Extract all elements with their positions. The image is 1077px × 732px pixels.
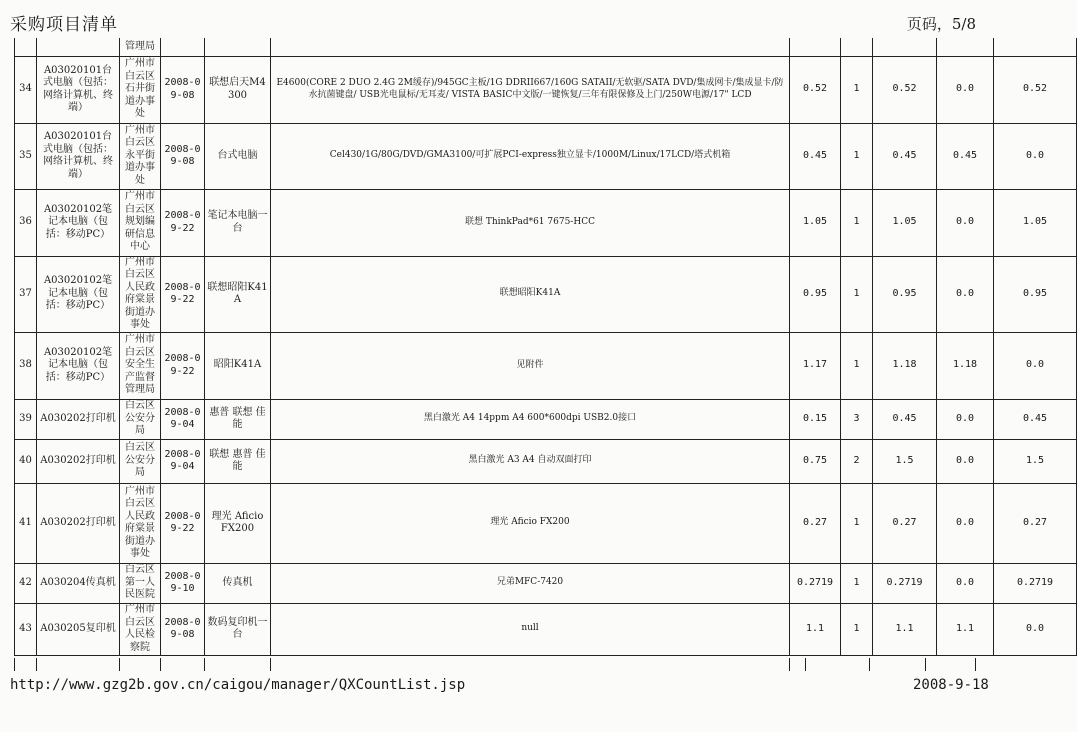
table-row [15, 256, 1077, 332]
row-number-cell: 35 [15, 123, 37, 189]
column-11-cell: 0.0 [994, 332, 1077, 399]
purchasing-unit-cell: 广州市白云区人民政府棠景街道办事处 [120, 483, 161, 563]
quantity-cell: 2 [841, 439, 873, 483]
product-name-cell: 笔记本电脑一台 [205, 189, 271, 256]
column-11-cell: 1.5 [994, 439, 1077, 483]
product-name-cell: 联想昭阳K41A [205, 256, 271, 332]
specification-cell: 黑白激光 A4 14ppm A4 600*600dpi USB2.0接口 [271, 399, 790, 439]
item-category-cell: A03020101台式电脑（包括：网络计算机、终端） [37, 56, 120, 123]
quantity-cell: 1 [841, 603, 873, 655]
date-cell: 2008-09-08 [161, 603, 205, 655]
quantity-cell: 1 [841, 189, 873, 256]
column-10-cell: 0.0 [937, 399, 994, 439]
footer-date: 2008-9-18 [913, 677, 989, 693]
column-11-cell: 0.27 [994, 483, 1077, 563]
unit-price-cell: 1.05 [790, 189, 841, 256]
total-cell: 1.5 [873, 439, 937, 483]
column-10-cell: 0.0 [937, 189, 994, 256]
column-11-cell: 1.05 [994, 189, 1077, 256]
product-name-cell: 台式电脑 [205, 123, 271, 189]
purchasing-unit-cell: 白云区公安分局 [120, 399, 161, 439]
unit-price-cell: 0.95 [790, 256, 841, 332]
row-number-cell: 39 [15, 399, 37, 439]
product-name-cell: 数码复印机一台 [205, 603, 271, 655]
purchasing-unit-cell: 广州市白云区人民检察院 [120, 603, 161, 655]
item-category-cell: A030202打印机 [37, 439, 120, 483]
specification-cell: 联想昭阳K41A [271, 256, 790, 332]
column-11-cell: 0.2719 [994, 563, 1077, 603]
specification-cell: Cel430/1G/80G/DVD/GMA3100/可扩展PCI-express独立显卡/1000M/Linux/17LCD/塔式机箱 [271, 123, 790, 189]
quantity-cell: 1 [841, 123, 873, 189]
row-number-cell: 41 [15, 483, 37, 563]
item-category-cell: A030202打印机 [37, 399, 120, 439]
row-number-cell: 36 [15, 189, 37, 256]
column-11-cell: 0.0 [994, 603, 1077, 655]
footer-url: http://www.gzg2b.gov.cn/caigou/manager/QXCountList.jsp [10, 677, 466, 693]
table-edge [204, 658, 205, 671]
unit-price-cell: 0.45 [790, 123, 841, 189]
row-number-cell: 34 [15, 56, 37, 123]
purchasing-unit-cell: 白云区第一人民医院 [120, 563, 161, 603]
table-row [15, 189, 1077, 256]
quantity-cell: 1 [841, 563, 873, 603]
table-row [15, 563, 1077, 603]
column-11-cell: 0.95 [994, 256, 1077, 332]
specification-cell: 兄弟MFC-7420 [271, 563, 790, 603]
unit-price-cell: 0.15 [790, 399, 841, 439]
table-row [15, 439, 1077, 483]
row-number-cell: 38 [15, 332, 37, 399]
product-name-cell: 理光 Aficio FX200 [205, 483, 271, 563]
table-edge [925, 658, 926, 671]
unit-price-cell: 0.52 [790, 56, 841, 123]
table-row [15, 123, 1077, 189]
total-cell: 1.18 [873, 332, 937, 399]
column-10-cell: 0.0 [937, 439, 994, 483]
date-cell: 2008-09-08 [161, 123, 205, 189]
unit-price-cell: 1.1 [790, 603, 841, 655]
quantity-cell: 3 [841, 399, 873, 439]
unit-price-cell: 1.17 [790, 332, 841, 399]
total-cell: 0.52 [873, 56, 937, 123]
column-10-cell: 0.0 [937, 256, 994, 332]
date-cell: 2008-09-22 [161, 256, 205, 332]
specification-cell: 黑白激光 A3 A4 自动双面打印 [271, 439, 790, 483]
table-edge [160, 658, 161, 671]
date-cell: 2008-09-04 [161, 399, 205, 439]
table-edge [805, 658, 806, 671]
product-name-cell: 惠普 联想 佳能 [205, 399, 271, 439]
table-edge [119, 658, 120, 671]
date-cell: 2008-09-22 [161, 483, 205, 563]
date-cell: 2008-09-08 [161, 56, 205, 123]
unit-price-cell: 0.75 [790, 439, 841, 483]
specification-cell: null [271, 603, 790, 655]
table-edge [14, 658, 15, 671]
specification-cell: 联想 ThinkPad*61 7675-HCC [271, 189, 790, 256]
item-category-cell: A030204传真机 [37, 563, 120, 603]
table-row-fragment [15, 38, 1077, 56]
total-cell: 1.1 [873, 603, 937, 655]
item-category-cell: A030205复印机 [37, 603, 120, 655]
table-row [15, 603, 1077, 655]
product-name-cell: 联想启天M4300 [205, 56, 271, 123]
quantity-cell: 1 [841, 256, 873, 332]
item-category-cell: A03020102笔记本电脑（包括：移动PC） [37, 189, 120, 256]
specification-cell: 理光 Aficio FX200 [271, 483, 790, 563]
purchasing-unit-cell: 广州市白云区人民政府棠景街道办事处 [120, 256, 161, 332]
specification-cell: E4600(CORE 2 DUO 2.4G 2M缓存)/945GC主板/1G DDRII667/160G SATAII/无软驱/SATA DVD/集成网卡/集成显卡/防水抗菌键盘/ USB光电鼠标/无耳麦/ VISTA BASIC中文版/一键恢复/三年有限保修及上门/250W电源/17" LCD [271, 56, 790, 123]
date-cell: 2008-09-22 [161, 189, 205, 256]
quantity-cell: 1 [841, 56, 873, 123]
table-edge [975, 658, 976, 671]
total-cell: 0.95 [873, 256, 937, 332]
quantity-cell: 1 [841, 483, 873, 563]
purchasing-unit-cell: 广州市白云区规划编研信息中心 [120, 189, 161, 256]
product-name-cell: 传真机 [205, 563, 271, 603]
total-cell: 0.27 [873, 483, 937, 563]
item-category-cell: A03020102笔记本电脑（包括：移动PC） [37, 256, 120, 332]
column-11-cell: 0.0 [994, 123, 1077, 189]
quantity-cell: 1 [841, 332, 873, 399]
purchasing-unit-cell: 白云区公安分局 [120, 439, 161, 483]
table-edge [36, 658, 37, 671]
product-name-cell: 联想 惠普 佳能 [205, 439, 271, 483]
row-number-cell: 37 [15, 256, 37, 332]
purchasing-unit-cell: 广州市白云区安全生产监督管理局 [120, 332, 161, 399]
unit-cell: 管理局 [120, 38, 161, 56]
table-edge [869, 658, 870, 671]
table-row [15, 483, 1077, 563]
date-cell: 2008-09-22 [161, 332, 205, 399]
table-edge [789, 658, 790, 671]
item-category-cell: A03020101台式电脑（包括：网络计算机、终端） [37, 123, 120, 189]
column-10-cell: 0.0 [937, 56, 994, 123]
procurement-table [14, 38, 1077, 656]
date-cell: 2008-09-10 [161, 563, 205, 603]
table-row [15, 56, 1077, 123]
column-11-cell: 0.45 [994, 399, 1077, 439]
column-10-cell: 0.45 [937, 123, 994, 189]
date-cell: 2008-09-04 [161, 439, 205, 483]
column-10-cell: 0.0 [937, 563, 994, 603]
column-10-cell: 0.0 [937, 483, 994, 563]
page-number: 页码，5/8 [906, 15, 976, 33]
item-category-cell: A03020102笔记本电脑（包括：移动PC） [37, 332, 120, 399]
row-number-cell: 42 [15, 563, 37, 603]
unit-price-cell: 0.2719 [790, 563, 841, 603]
unit-price-cell: 0.27 [790, 483, 841, 563]
total-cell: 0.45 [873, 399, 937, 439]
column-10-cell: 1.1 [937, 603, 994, 655]
page-title: 采购项目清单 [10, 15, 118, 35]
total-cell: 0.2719 [873, 563, 937, 603]
total-cell: 1.05 [873, 189, 937, 256]
purchasing-unit-cell: 广州市白云区永平街道办事处 [120, 123, 161, 189]
total-cell: 0.45 [873, 123, 937, 189]
product-name-cell: 昭阳K41A [205, 332, 271, 399]
table-row [15, 332, 1077, 399]
column-11-cell: 0.52 [994, 56, 1077, 123]
purchasing-unit-cell: 广州市白云区石井街道办事处 [120, 56, 161, 123]
item-category-cell: A030202打印机 [37, 483, 120, 563]
table-body [15, 38, 1077, 655]
row-number-cell: 43 [15, 603, 37, 655]
specification-cell: 见附件 [271, 332, 790, 399]
row-number-cell: 40 [15, 439, 37, 483]
table-row [15, 399, 1077, 439]
table-edge [270, 658, 271, 671]
column-10-cell: 1.18 [937, 332, 994, 399]
